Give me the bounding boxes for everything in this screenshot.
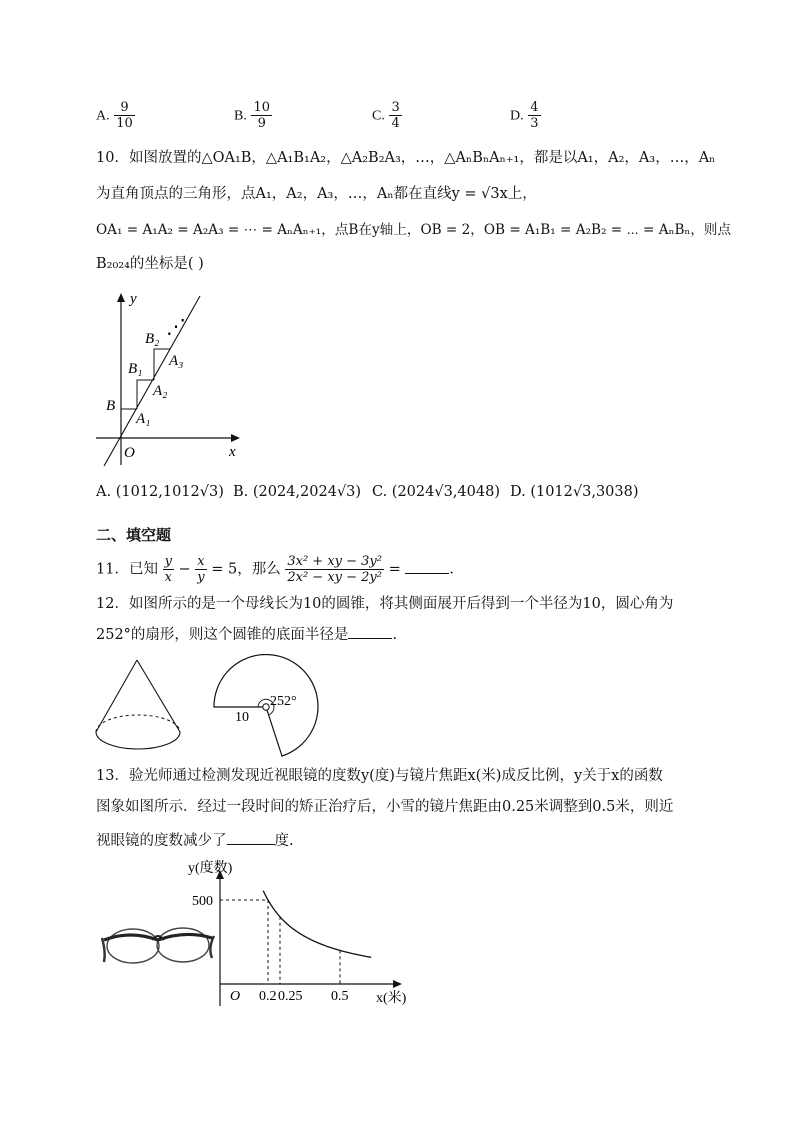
label-a2: A₂ <box>153 383 168 399</box>
q10-staircase-figure <box>90 285 260 470</box>
section-heading: 二、填空题 <box>96 526 172 544</box>
cone-left-edge <box>96 660 137 732</box>
label-b2: B₂ <box>145 331 160 347</box>
q13-line-3-text: 视眼镜的度数减少了 <box>96 833 227 849</box>
q13-line-3-end: 度. <box>274 833 294 849</box>
q13-line-1: 13．验光师通过检测发现近视眼镜的度数y(度)与镜片焦距x(米)成反比例，y关于x的函数 <box>96 768 663 784</box>
option-fraction: $\frac{9}{10}$ <box>116 100 133 131</box>
q11-fraction-x-over-y: $\frac{x}{y}$ <box>197 554 205 585</box>
y-label: y <box>130 291 137 307</box>
option-fraction: $\frac{3}{4}$ <box>391 100 400 131</box>
q10-option-c: C. (2024√3,4048) <box>372 484 500 500</box>
option-letter: A. <box>96 108 110 124</box>
q10-option-d: D. (1012√3,3038) <box>510 484 639 500</box>
graph-y-label: y(度数) <box>188 861 233 876</box>
graph-x-arrow <box>393 980 402 988</box>
label-b: B <box>106 398 116 414</box>
q10-line-1: 10．如图放置的△OA₁B，△A₁B₁A₂，△A₂B₂A₃，…，△AₙBₙAₙ₊₁，都是以A₁，A₂，A₃，…，Aₙ <box>96 150 716 166</box>
q13-line-3 <box>96 830 294 851</box>
q10-option-b: B. (2024,2024√3) <box>233 484 362 500</box>
sector-angle-label: 252° <box>270 694 297 709</box>
q9-option-c <box>372 100 402 131</box>
q11-answer-blank[interactable] <box>405 559 449 574</box>
option-fraction: $\frac{4}{3}$ <box>530 100 539 131</box>
x-axis-arrow <box>231 434 240 442</box>
triangle-a1b1a2 <box>137 380 154 409</box>
graph-origin: O <box>230 989 241 1004</box>
graph-x-label: x(米) <box>376 991 407 1006</box>
origin-label: O <box>124 445 135 461</box>
q12-line-2-text: 252°的扇形，则这个圆锥的底面半径是 <box>96 627 349 643</box>
graph-x-tick-0-25: 0.25 <box>278 989 303 1004</box>
sector-radius-label: 10 <box>235 710 249 725</box>
q11-minus: − <box>178 561 191 578</box>
option-letter: C. <box>372 108 385 124</box>
triangle-oa1b <box>121 409 137 438</box>
q12-answer-blank[interactable] <box>348 624 392 639</box>
q12-end: . <box>392 627 398 643</box>
q13-answer-blank[interactable] <box>227 830 275 845</box>
option-letter: D. <box>510 108 524 124</box>
q9-option-b <box>234 100 272 131</box>
q11-mid: = 5，那么 <box>211 561 281 578</box>
cone-base-back <box>96 715 180 732</box>
graph-x-tick-0-5: 0.5 <box>331 989 349 1004</box>
label-a3: A₃ <box>169 353 184 369</box>
q9-option-a <box>96 100 135 131</box>
q10-option-a: A. (1012,1012√3) <box>96 484 224 500</box>
label-a1: A₁ <box>136 411 151 427</box>
q12-line-2 <box>96 624 397 645</box>
q12-sector-figure <box>207 654 325 758</box>
q11-equals: = <box>388 561 401 578</box>
label-b1: B₁ <box>128 361 143 377</box>
inverse-curve <box>263 891 371 958</box>
graph-y-tick-500: 500 <box>192 894 213 909</box>
q11-prefix: 11．已知 <box>96 561 158 578</box>
y-axis-arrow <box>117 293 125 302</box>
q11-fraction-y-over-x: $\frac{y}{x}$ <box>164 554 172 585</box>
x-label: x <box>229 444 236 460</box>
q9-option-d <box>510 100 541 131</box>
q10-line-2: 为直角顶点的三角形，点A₁，A₂，A₃，…，Aₙ都在直线y = √3x上， <box>96 186 537 202</box>
q12-cone-figure <box>92 656 192 756</box>
q10-line-4: B₂₀₂₄的坐标是( ) <box>96 256 204 272</box>
sector-center <box>263 704 269 710</box>
cone-right-edge <box>137 660 180 732</box>
q11-expression-fraction: $\frac{\text{3x² + xy − 3y²}}{\text{2x² − xy − 2y²}}$ <box>287 554 382 585</box>
q13-line-2: 图象如图所示．经过一段时间的矫正治疗后，小雪的镜片焦距由0.25米调整到0.5米，则近 <box>96 799 674 815</box>
option-letter: B. <box>234 108 247 124</box>
q11-line <box>96 554 454 585</box>
graph-x-tick-0-2: 0.2 <box>259 989 277 1004</box>
cone-base-front <box>96 732 180 749</box>
q12-line-1: 12．如图所示的是一个母线长为10的圆锥，将其侧面展开后得到一个半径为10，圆心角为 <box>96 596 674 612</box>
q10-line-3: OA₁ = A₁A₂ = A₂A₃ = ⋯ = AₙAₙ₊₁，点B在y轴上，OB = 2，OB = A₁B₁ = A₂B₂ = ⋯ = AₙBₙ，则点 <box>96 222 732 238</box>
continuation-dots: ⋰ <box>166 316 186 338</box>
q13-inverse-graph <box>186 856 416 1012</box>
option-fraction: $\frac{10}{9}$ <box>253 100 270 131</box>
glasses-arm-left <box>102 938 105 962</box>
q11-end: . <box>449 561 454 578</box>
